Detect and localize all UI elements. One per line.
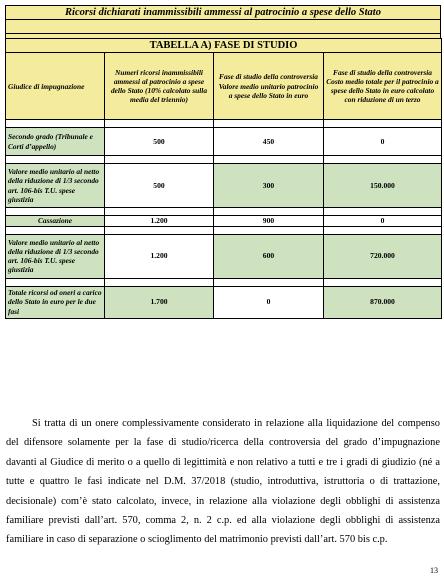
cell-value: 900 (214, 216, 324, 226)
document-title: Ricorsi dichiarati inammissibili ammessi al patrocinio a spese dello Stato (6, 6, 441, 20)
row-label: Totale ricorsi od oneri a carico dello Stato in euro per le due fasi (6, 286, 105, 318)
cell-value: 450 (214, 128, 324, 156)
table-row (6, 234, 442, 278)
header-costo-totale: Fase di studio della controversia Costo medio totale per il patrocinio a spese dello Stato in euro calcolato con riduzione di un terzo (324, 53, 442, 120)
cell-value: 600 (214, 234, 324, 278)
row-label: Cassazione (6, 216, 105, 226)
table-row (6, 216, 442, 226)
cell-value: 1.700 (105, 286, 214, 318)
cell-value: 720.000 (324, 234, 442, 278)
cell-value: 300 (214, 164, 324, 208)
row-label: Valore medio unitario al netto della riduzione di 1/3 secondo art. 106-bis T.U. spese giustizia (6, 234, 105, 278)
cell-value: 500 (105, 164, 214, 208)
cell-value: 500 (105, 128, 214, 156)
cell-value: 0 (324, 128, 442, 156)
empty-row (6, 20, 441, 34)
table-row (6, 128, 442, 156)
cell-value: 150.000 (324, 164, 442, 208)
row-label: Valore medio unitario al netto della riduzione di 1/3 secondo art. 106-bis T.U. spese giustizia (6, 164, 105, 208)
cell-value: 0 (214, 286, 324, 318)
header-valore-medio: Fase di studio della controversia Valore medio unitario patrocinio a spese dello Stato in euro (214, 53, 324, 120)
cell-value: 1.200 (105, 216, 214, 226)
cell-value: 1.200 (105, 234, 214, 278)
body-paragraph (6, 414, 440, 550)
table-row (6, 286, 442, 318)
table-heading: TABELLA A) FASE DI STUDIO (6, 39, 442, 53)
paragraph-text: Si tratta di un onere complessivamente considerato in relazione alla liquidazione del compenso del difensore solamente per la fase di studio/ricerca della controversia del grado d’impugnazione davanti al Giudice di merito o a quello di legittimità e non relativo a tutti e tre i gradi di giudizio (né a tutte e quattro le fasi indicate nel D.M. 37/2018 (studio, introduttiva, istruttoria o di trattazione, decisionale) com’è stato calcolato, invece, in relazione alla violazione degli obblighi di assistenza familiare previsti dall’art. 570, comma 2, n. 2 c.p. ed alla violazione degli obblighi di assistenza familiare in caso di separazione o scioglimento del matrimonio previsti dall’art. 570 bis c.p. (6, 418, 440, 546)
fase-studio-table (5, 38, 442, 319)
cell-value: 0 (324, 216, 442, 226)
page-number: 13 (430, 566, 438, 575)
table-row (6, 164, 442, 208)
header-giudice: Giudice di impugnazione (6, 53, 105, 120)
header-numero-ricorsi: Numeri ricorsi inammissibili ammessi al patrocinio a spese dello Stato (10% calcolato sulla media del triennio) (105, 53, 214, 120)
row-label: Secondo grado (Tribunale e Corti d’appello) (6, 128, 105, 156)
cell-value: 870.000 (324, 286, 442, 318)
